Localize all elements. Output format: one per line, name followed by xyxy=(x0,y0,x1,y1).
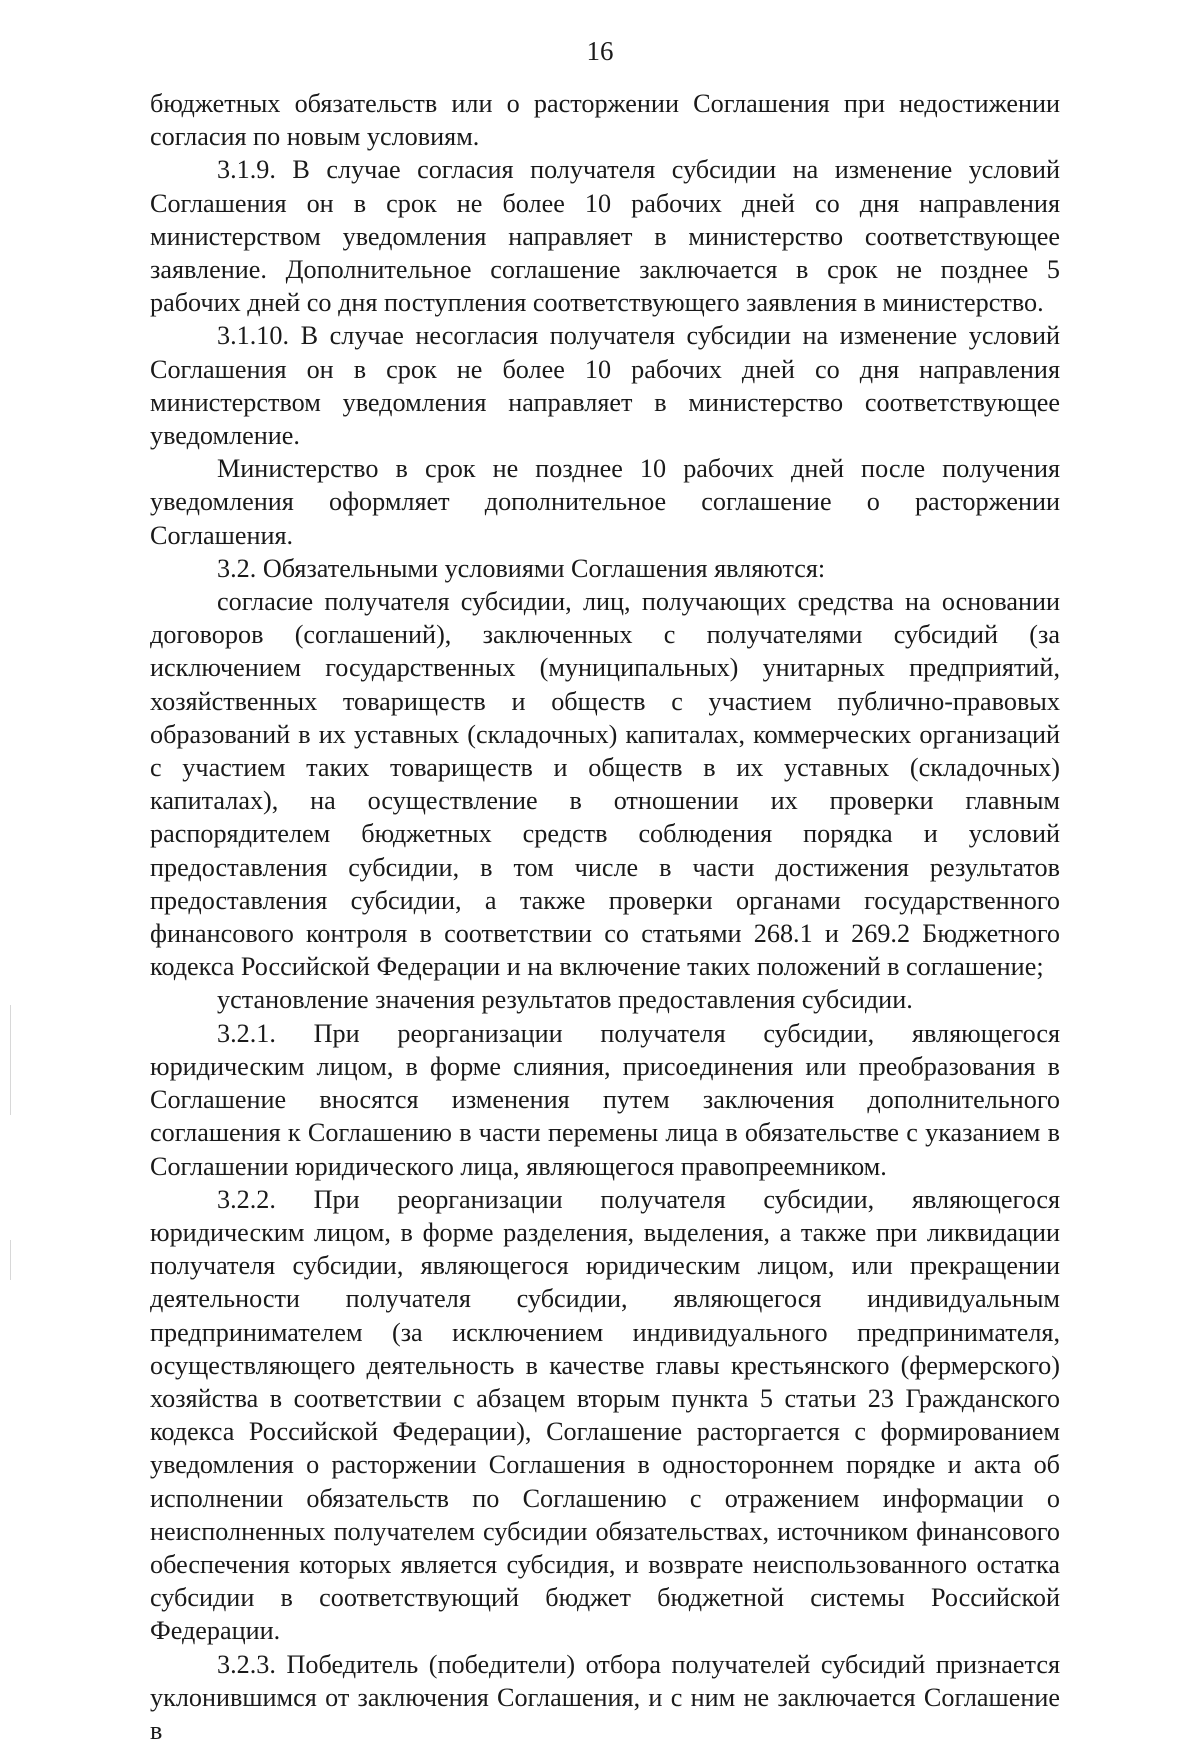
paragraph-3-2: 3.2. Обязательными условиями Соглашения являются: xyxy=(217,553,826,583)
paragraph-3-2-3: 3.2.3. Победитель (победители) отбора получателей субсидий признается уклонившимся от заключения Соглашения, и с ним не заключается Соглашение в xyxy=(150,1649,1060,1745)
paragraph-3-2-2: 3.2.2. При реорганизации получателя субсидии, являющегося юридическим лицом, в форме разделения, выделения, а также при ликвидации получателя субсидии, являющегося юридическим лицом, или прекращении деятельности получателя субсидии, являющегося индивидуальным предпринимателем (за исключением индивидуального предпринимателя, осуществляющего деятельность в качестве главы крестьянского (фермерского) хозяйства в соответствии с абзацем вторым пункта 5 статьи 23 Гражданского кодекса Российской Федерации), Соглашение расторгается с формированием уведомления о расторжении Соглашения в одностороннем порядке и акта об исполнении обязательств по Соглашению с отражением информации о неисполненных получателем субсидии обязательствах, источником финансового обеспечения которых является субсидия, и возврате неиспользованного остатка субсидии в соответствующий бюджет бюджетной системы Российской Федерации. xyxy=(150,1184,1060,1646)
paragraph-consent: согласие получателя субсидии, лиц, получающих средства на основании договоров (соглашений), заключенных с получателями субсидий (за исключением государственных (муниципальных) унитарных предприятий, хозяйственных товариществ и обществ с участием публично-правовых образований в их уставных (складочных) капиталах, коммерческих организаций с участием таких товариществ и обществ в их уставных (складочных) капиталах), на осуществление в отношении их проверки главным распорядителем бюджетных средств соблюдения порядка и условий предоставления субсидии, в том числе в части достижения результатов предоставления субсидии, а также проверки органами государственного финансового контроля в соответствии со статьями 268.1 и 269.2 Бюджетного кодекса Российской Федерации и на включение таких положений в соглашение; xyxy=(150,587,1060,982)
scan-artifact-line xyxy=(10,1240,11,1280)
document-body xyxy=(150,87,1060,1747)
page-number: 16 xyxy=(586,36,614,66)
paragraph-results: установление значения результатов предоставления субсидии. xyxy=(217,985,913,1015)
paragraph-3-1-9: 3.1.9. В случае согласия получателя субсидии на изменение условий Соглашения он в срок не более 10 рабочих дней со дня направления министерством уведомления направляет в министерство соответствующее заявление. Дополнительное соглашение заключается в срок не позднее 5 рабочих дней со дня поступления соответствующего заявления в министерство. xyxy=(150,155,1060,318)
paragraph-3-1-10: 3.1.10. В случае несогласия получателя субсидии на изменение условий Соглашения он в срок не более 10 рабочих дней со дня направления министерством уведомления направляет в министерство соответствующее уведомление. xyxy=(150,321,1060,451)
paragraph-continuation: бюджетных обязательств или о расторжении Соглашения при недостижении согласия по новым условиям. xyxy=(150,89,1060,152)
scan-artifact-line xyxy=(10,1005,11,1115)
paragraph-3-2-1: 3.2.1. При реорганизации получателя субсидии, являющегося юридическим лицом, в форме слияния, присоединения или преобразования в Соглашение вносятся изменения путем заключения дополнительного соглашения к Соглашению в части перемены лица в обязательстве с указанием в Соглашении юридического лица, являющегося правопреемником. xyxy=(150,1018,1060,1181)
paragraph-ministry-term: Министерство в срок не позднее 10 рабочих дней после получения уведомления оформляет дополнительное соглашение о расторжении Соглашения. xyxy=(150,454,1060,550)
